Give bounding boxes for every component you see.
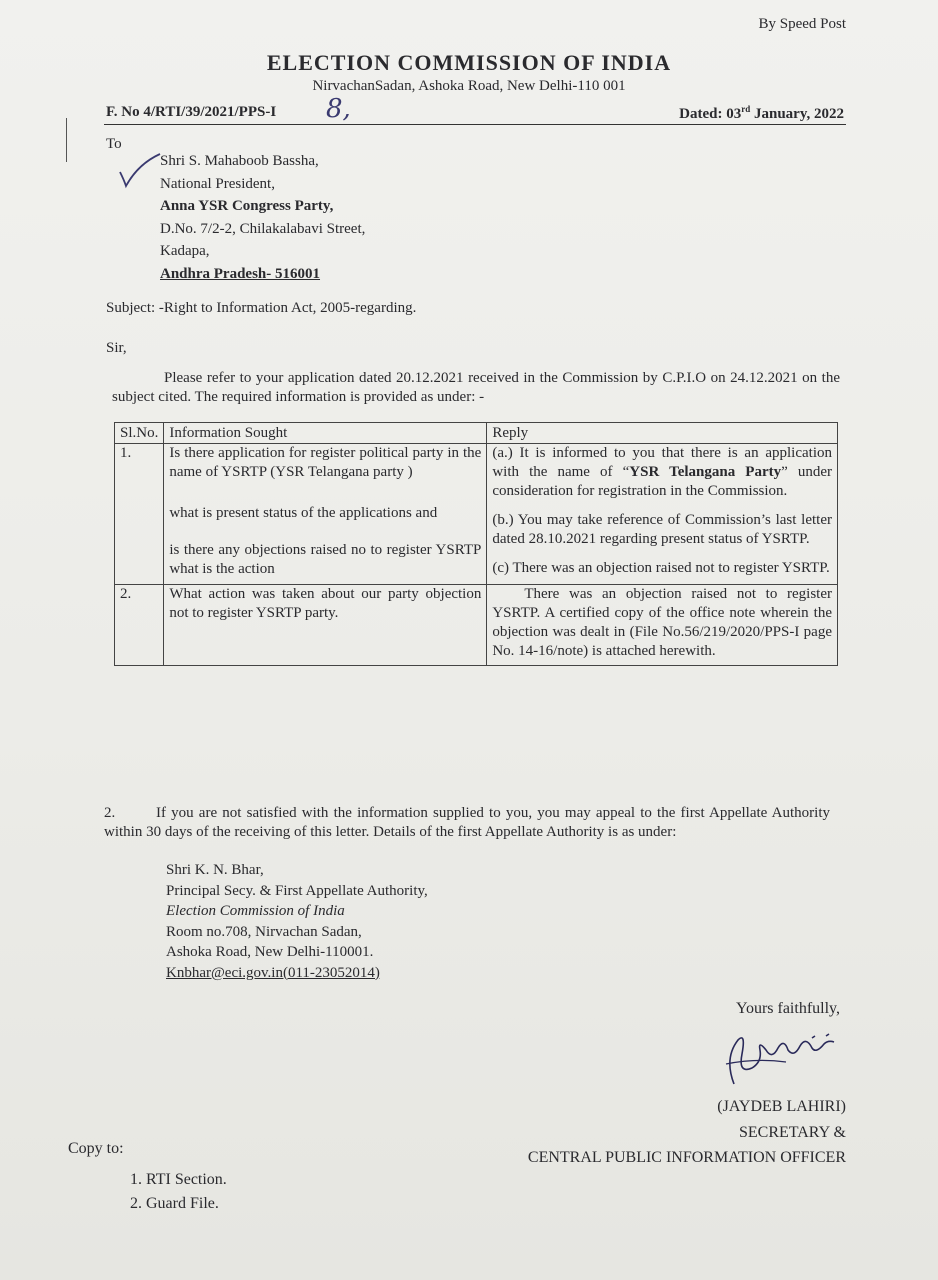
appeal-paragraph-text: If you are not satisfied with the information supplied to you, you may appeal to the first Appellate Authority within 30 days of the receiving of this letter. Details of the first Appellate Authority is as under: xyxy=(104,805,830,840)
margin-mark xyxy=(66,118,73,162)
appellate-name: Shri K. N. Bhar, xyxy=(166,862,264,878)
date-suffix: January, 2022 xyxy=(750,106,844,122)
signatory-name: (JAYDEB LAHIRI) xyxy=(717,1098,846,1115)
salutation: Sir, xyxy=(106,340,127,356)
information-table xyxy=(114,422,838,666)
recipient-street: D.No. 7/2-2, Chilakalabavi Street, xyxy=(160,220,366,237)
row1-reply-a xyxy=(492,444,832,501)
subject-line: Subject: -Right to Information Act, 2005-regarding. xyxy=(106,300,417,316)
table-row xyxy=(115,585,838,666)
appellate-organisation: Election Commission of India xyxy=(166,903,345,919)
recipient-address xyxy=(160,150,365,285)
appellate-authority-block xyxy=(166,860,428,983)
row2-reply xyxy=(487,585,838,666)
reply-a-text: (a.) It is informed to you that there is an application with the name of “ xyxy=(492,445,832,480)
letterhead-title: ELECTION COMMISSION OF INDIA xyxy=(266,50,672,75)
recipient-name: Shri S. Mahaboob Bassha, xyxy=(160,153,319,169)
row2-reply-text: There was an objection raised not to register YSRTP. A certified copy of the office note wherein the objection was dealt in (File No.56/219/2020/PPS-I page No. 14-16/note) is attached herewith. xyxy=(492,586,832,659)
reply-a-text-end: ” under consideration for registration in the Commission. xyxy=(492,464,832,499)
header-slno: Sl.No. xyxy=(115,423,164,444)
row1-question-3: is there any objections raised no to register YSRTP what is the action xyxy=(169,542,482,577)
header-information-sought: Information Sought xyxy=(164,423,487,444)
appellate-room: Room no.708, Nirvachan Sadan, xyxy=(166,923,362,940)
letterhead-address: NirvachanSadan, Ashoka Road, New Delhi-110 001 xyxy=(312,78,626,94)
copy-to-list xyxy=(130,1168,227,1216)
appellate-designation: Principal Secy. & First Appellate Authority, xyxy=(166,882,428,899)
handwritten-number: 8, xyxy=(326,94,351,124)
header-reply: Reply xyxy=(487,423,838,444)
row1-reply-b: (b.) You may take reference of Commission’s last letter dated 28.10.2021 regarding present status of YSRTP. xyxy=(492,512,832,547)
file-reference-number: F. No 4/RTI/39/2021/PPS-I xyxy=(106,104,277,120)
appellate-road: Ashoka Road, New Delhi-110001. xyxy=(166,944,374,960)
table-header-row xyxy=(115,423,838,444)
row1-question xyxy=(164,444,487,585)
date-prefix: Dated: 03 xyxy=(679,106,742,122)
row1-question-2: what is present status of the applications and xyxy=(169,505,438,521)
closing-phrase: Yours faithfully, xyxy=(735,1000,840,1017)
row1-reply-c: (c) There was an objection raised not to register YSRTP. xyxy=(492,560,830,576)
tick-mark-icon xyxy=(118,150,162,190)
to-label: To xyxy=(106,136,122,152)
speed-post-label: By Speed Post xyxy=(758,16,846,32)
signatory-designation-1: SECRETARY & xyxy=(738,1124,846,1141)
intro-paragraph: Please refer to your application dated 20.12.2021 received in the Commission by C.P.I.O on 24.12.2021 on the subject cited. The required information is provided as under: - xyxy=(112,370,840,405)
row1-question-1: Is there application for register political party in the name of YSRTP (YSR Telangana party ) xyxy=(169,445,482,480)
row2-slno: 2. xyxy=(115,585,164,666)
signature-icon xyxy=(716,1028,846,1090)
header-rule xyxy=(104,124,846,125)
date-ordinal: rd xyxy=(741,104,751,114)
appeal-paragraph-number: 2. xyxy=(104,805,116,821)
recipient-state: Andhra Pradesh- 516001 xyxy=(160,265,321,282)
appellate-contact: Knbhar@eci.gov.in(011-23052014) xyxy=(166,964,380,981)
recipient-party: Anna YSR Congress Party, xyxy=(160,198,334,214)
list-item: 1. RTI Section. xyxy=(130,1171,227,1188)
row1-slno: 1. xyxy=(115,444,164,585)
signatory-designation-2: CENTRAL PUBLIC INFORMATION OFFICER xyxy=(527,1149,846,1166)
letter-date xyxy=(679,104,844,123)
table-row xyxy=(115,444,838,585)
recipient-city: Kadapa, xyxy=(160,243,210,259)
row1-reply xyxy=(487,444,838,585)
reply-a-party-name: YSR Telangana Party xyxy=(629,464,782,480)
row2-question: What action was taken about our party objection not to register YSRTP party. xyxy=(164,585,487,666)
list-item: 2. Guard File. xyxy=(130,1195,219,1212)
recipient-title: National President, xyxy=(160,175,275,192)
appeal-paragraph xyxy=(104,804,830,842)
copy-to-label: Copy to: xyxy=(68,1140,124,1157)
